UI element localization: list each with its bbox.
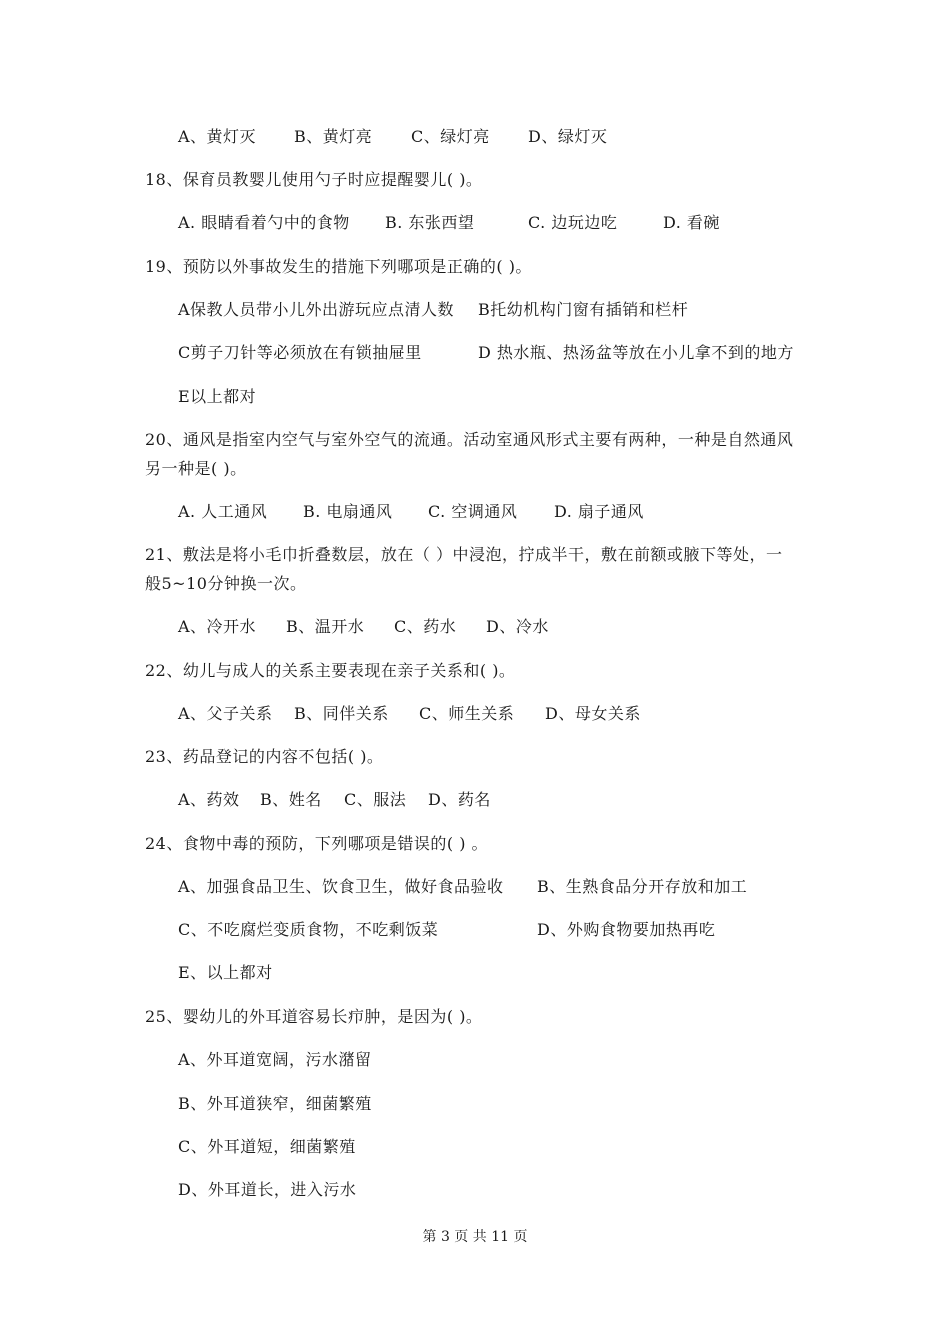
q23-option-d: D、药名 [428, 790, 491, 809]
q21-stem-line-1: 21、敷法是将小毛巾折叠数层，放在（ ）中浸泡，拧成半干，敷在前额或腋下等处，一 [145, 545, 783, 564]
page-number-footer: 第 3 页 共 11 页 [422, 1229, 528, 1245]
q17-option-d: D、绿灯灭 [528, 127, 608, 146]
q17-option-b: B、黄灯亮 [294, 127, 373, 146]
q25-option-b: B、外耳道狭窄，细菌繁殖 [178, 1094, 372, 1113]
q22-option-a: A、父子关系 [178, 704, 273, 723]
q24-option-b: B、生熟食品分开存放和加工 [537, 877, 748, 896]
q22-stem: 22、幼儿与成人的关系主要表现在亲子关系和( )。 [145, 661, 516, 680]
q20-option-a: A. 人工通风 [178, 502, 268, 521]
q17-option-a: A、黄灯灭 [178, 127, 257, 146]
q20-stem-line-1: 20、通风是指室内空气与室外空气的流通。活动室通风形式主要有两种，一种是自然通风 [145, 430, 794, 449]
q17-option-c: C、绿灯亮 [411, 127, 490, 146]
q18-option-a: A. 眼睛看着勺中的食物 [178, 213, 350, 232]
q21-option-d: D、冷水 [486, 617, 549, 636]
q23-option-a: A、药效 [178, 790, 240, 809]
q22-option-d: D、母女关系 [545, 704, 641, 723]
q19-option-d: D 热水瓶、热汤盆等放在小儿拿不到的地方 [478, 343, 794, 362]
q18-option-b: B. 东张西望 [385, 213, 475, 232]
q20-option-b: B. 电扇通风 [303, 502, 393, 521]
q24-option-c: C、不吃腐烂变质食物，不吃剩饭菜 [178, 920, 439, 939]
q21-option-a: A、冷开水 [178, 617, 257, 636]
q23-option-b: B、姓名 [260, 790, 322, 809]
q18-stem: 18、保育员教婴儿使用勺子时应提醒婴儿( )。 [145, 170, 483, 189]
q25-option-c: C、外耳道短，细菌繁殖 [178, 1137, 356, 1156]
q23-option-c: C、服法 [344, 790, 407, 809]
q19-option-c: C剪子刀针等必须放在有锁抽屉里 [178, 343, 422, 362]
q20-option-c: C. 空调通风 [428, 502, 518, 521]
q24-option-e: E、以上都对 [178, 963, 273, 982]
q22-option-c: C、师生关系 [419, 704, 515, 723]
q25-option-d: D、外耳道长，进入污水 [178, 1180, 357, 1199]
q22-option-b: B、同伴关系 [294, 704, 389, 723]
q18-option-d: D. 看碗 [663, 213, 720, 232]
q24-option-a: A、加强食品卫生、饮食卫生，做好食品验收 [178, 877, 504, 896]
q21-option-b: B、温开水 [286, 617, 365, 636]
q19-option-b: B托幼机构门窗有插销和栏杆 [478, 300, 689, 319]
q24-stem: 24、食物中毒的预防，下列哪项是错误的( ) 。 [145, 834, 489, 853]
q18-option-c: C. 边玩边吃 [528, 213, 618, 232]
q24-option-d: D、外购食物要加热再吃 [537, 920, 716, 939]
q25-stem: 25、婴幼儿的外耳道容易长疖肿，是因为( )。 [145, 1007, 483, 1026]
q21-option-c: C、药水 [394, 617, 457, 636]
q23-stem: 23、药品登记的内容不包括( )。 [145, 747, 384, 766]
q19-option-e: E以上都对 [178, 387, 257, 406]
q25-option-a: A、外耳道宽阔，污水潴留 [178, 1050, 372, 1069]
q21-stem-line-2: 般5~10分钟换一次。 [145, 574, 307, 593]
q19-option-a: A保教人员带小儿外出游玩应点清人数 [178, 300, 455, 319]
q19-stem: 19、预防以外事故发生的措施下列哪项是正确的( )。 [145, 257, 532, 276]
q20-option-d: D. 扇子通风 [554, 502, 644, 521]
q20-stem-line-2: 另一种是( )。 [145, 459, 247, 478]
